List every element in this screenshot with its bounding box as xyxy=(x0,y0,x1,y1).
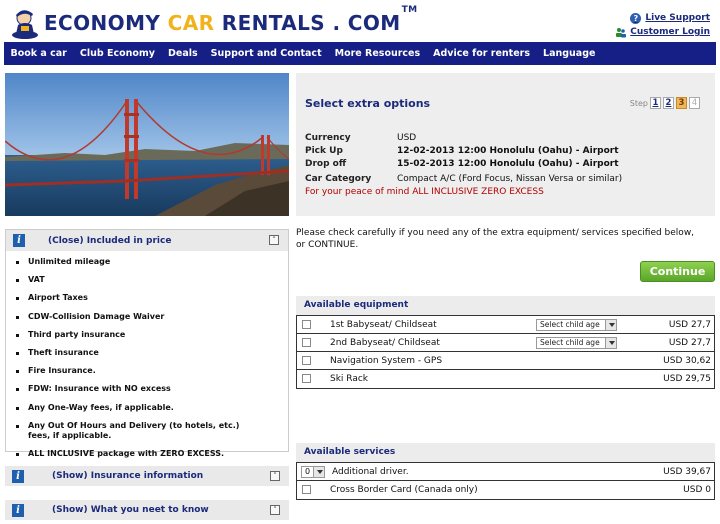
list-item: Third party insurance xyxy=(15,330,288,340)
step-label: Step xyxy=(629,98,648,108)
insurance-information-box[interactable] xyxy=(5,466,289,486)
nav-support-contact[interactable]: Support and Contact xyxy=(210,48,322,59)
list-item: Any Out Of Hours and Delivery (to hotels, etc.) fees, if applicable. xyxy=(15,421,288,441)
step-3-current: 3 xyxy=(676,97,687,109)
equipment-list xyxy=(296,315,715,389)
equipment-checkbox[interactable] xyxy=(302,338,311,347)
nav-language[interactable]: Language xyxy=(543,48,596,59)
logo-mascot-icon[interactable] xyxy=(9,6,41,40)
equipment-label: 1st Babyseat/ Childseat xyxy=(330,319,437,330)
driver-qty-select[interactable] xyxy=(301,466,325,478)
service-price: USD 0 xyxy=(683,485,711,495)
included-title[interactable]: (Close) Included in price xyxy=(48,235,172,246)
service-label: Additional driver. xyxy=(332,466,409,477)
equipment-title: Available equipment xyxy=(304,300,409,310)
equipment-price: USD 29,75 xyxy=(663,374,711,384)
users-icon xyxy=(615,27,626,38)
live-support-link[interactable] xyxy=(600,11,710,25)
select-value: 0 xyxy=(305,467,311,476)
list-item: VAT xyxy=(15,275,288,285)
list-item: Any One-Way fees, if applicable. xyxy=(15,403,288,413)
site-logo-text[interactable]: ECONOMY CAR RENTALS . COM™ xyxy=(44,5,418,35)
summary-currency: Currency USD xyxy=(305,133,417,143)
list-item: CDW-Collision Damage Waiver xyxy=(15,312,288,322)
customer-login-label[interactable]: Customer Login xyxy=(630,27,710,37)
equipment-price: USD 30,62 xyxy=(663,355,711,366)
step-2[interactable]: 2 xyxy=(663,97,674,109)
list-item: Unlimited mileage xyxy=(15,257,288,267)
booking-summary xyxy=(296,73,715,216)
equipment-label: 2nd Babyseat/ Childseat xyxy=(330,337,440,348)
continue-button[interactable]: Continue xyxy=(640,261,715,282)
equipment-section xyxy=(296,296,715,389)
insurance-info-title[interactable]: (Show) Insurance information xyxy=(52,471,204,481)
need-to-know-box[interactable] xyxy=(5,500,289,520)
customer-login-link[interactable] xyxy=(600,25,710,39)
summary-pickup: Pick Up 12-02-2013 12:00 Honolulu (Oahu) - Airport xyxy=(305,146,619,156)
equipment-checkbox[interactable] xyxy=(302,356,311,365)
summary-dropoff: Drop off 15-02-2013 12:00 Honolulu (Oahu) - Airport xyxy=(305,159,619,169)
step-1[interactable]: 1 xyxy=(650,97,661,109)
hero-bridge-image xyxy=(5,73,289,216)
collapse-icon[interactable]: ˄ xyxy=(269,235,279,245)
list-item: Theft insurance xyxy=(15,348,288,358)
top-links xyxy=(600,11,710,39)
expand-icon[interactable]: ˅ xyxy=(270,471,280,481)
included-in-price-box xyxy=(5,229,289,458)
equipment-checkbox[interactable] xyxy=(302,374,311,383)
select-value: Select child age xyxy=(540,320,600,329)
equipment-price: USD 27,7 xyxy=(668,319,711,330)
nav-advice-renters[interactable]: Advice for renters xyxy=(433,48,531,59)
list-item: ALL INCLUSIVE package with ZERO EXCESS. xyxy=(15,449,288,459)
nav-club-economy[interactable]: Club Economy xyxy=(79,48,156,59)
service-label: Cross Border Card (Canada only) xyxy=(330,485,478,495)
included-header[interactable] xyxy=(6,230,288,251)
equipment-label: Ski Rack xyxy=(330,374,369,384)
select-value: Select child age xyxy=(540,338,600,347)
equipment-checkbox[interactable] xyxy=(302,320,311,329)
main-nav xyxy=(4,42,716,65)
chevron-down-icon xyxy=(605,320,616,330)
instructions-text: Please check carefully if you need any of the extra equipment/ services specified below, or CONTINUE. xyxy=(296,228,695,250)
child-age-select[interactable] xyxy=(536,337,617,349)
info-icon: i xyxy=(13,234,25,247)
table-row xyxy=(297,463,714,481)
nav-more-resources[interactable]: More Resources xyxy=(334,48,421,59)
services-section xyxy=(296,443,715,500)
help-icon: ? xyxy=(630,13,641,24)
list-item: Fire Insurance. xyxy=(15,366,288,376)
step-4: 4 xyxy=(689,97,700,109)
table-row xyxy=(297,352,714,370)
service-checkbox[interactable] xyxy=(302,485,311,494)
excess-note: For your peace of mind ALL INCLUSIVE ZERO EXCESS xyxy=(305,187,544,197)
info-icon: i xyxy=(12,504,24,517)
equipment-price: USD 27,7 xyxy=(668,337,711,348)
table-row xyxy=(297,334,714,352)
step-indicator xyxy=(630,97,700,109)
chevron-down-icon xyxy=(313,467,324,477)
info-icon: i xyxy=(12,470,24,483)
table-row xyxy=(297,370,714,388)
table-row xyxy=(297,316,714,334)
site-header xyxy=(0,0,720,42)
service-price: USD 39,67 xyxy=(663,466,711,477)
services-title: Available services xyxy=(304,447,396,457)
expand-icon[interactable]: ˅ xyxy=(270,505,280,515)
child-age-select[interactable] xyxy=(536,319,617,331)
live-support-label[interactable]: Live Support xyxy=(645,13,710,23)
summary-car-category: Car Category Compact A/C (Ford Focus, Nissan Versa or similar) xyxy=(305,174,623,184)
equipment-label: Navigation System - GPS xyxy=(330,355,443,366)
nav-book-a-car[interactable]: Book a car xyxy=(10,48,67,59)
included-list xyxy=(6,251,288,459)
services-list xyxy=(296,462,715,500)
list-item: Airport Taxes xyxy=(15,293,288,303)
table-row xyxy=(297,481,714,499)
nav-deals[interactable]: Deals xyxy=(168,48,198,59)
need-to-know-title[interactable]: (Show) What you neet to know xyxy=(52,505,209,515)
summary-title: Select extra options xyxy=(305,97,431,110)
chevron-down-icon xyxy=(605,338,616,348)
list-item: FDW: Insurance with NO excess xyxy=(15,384,288,394)
